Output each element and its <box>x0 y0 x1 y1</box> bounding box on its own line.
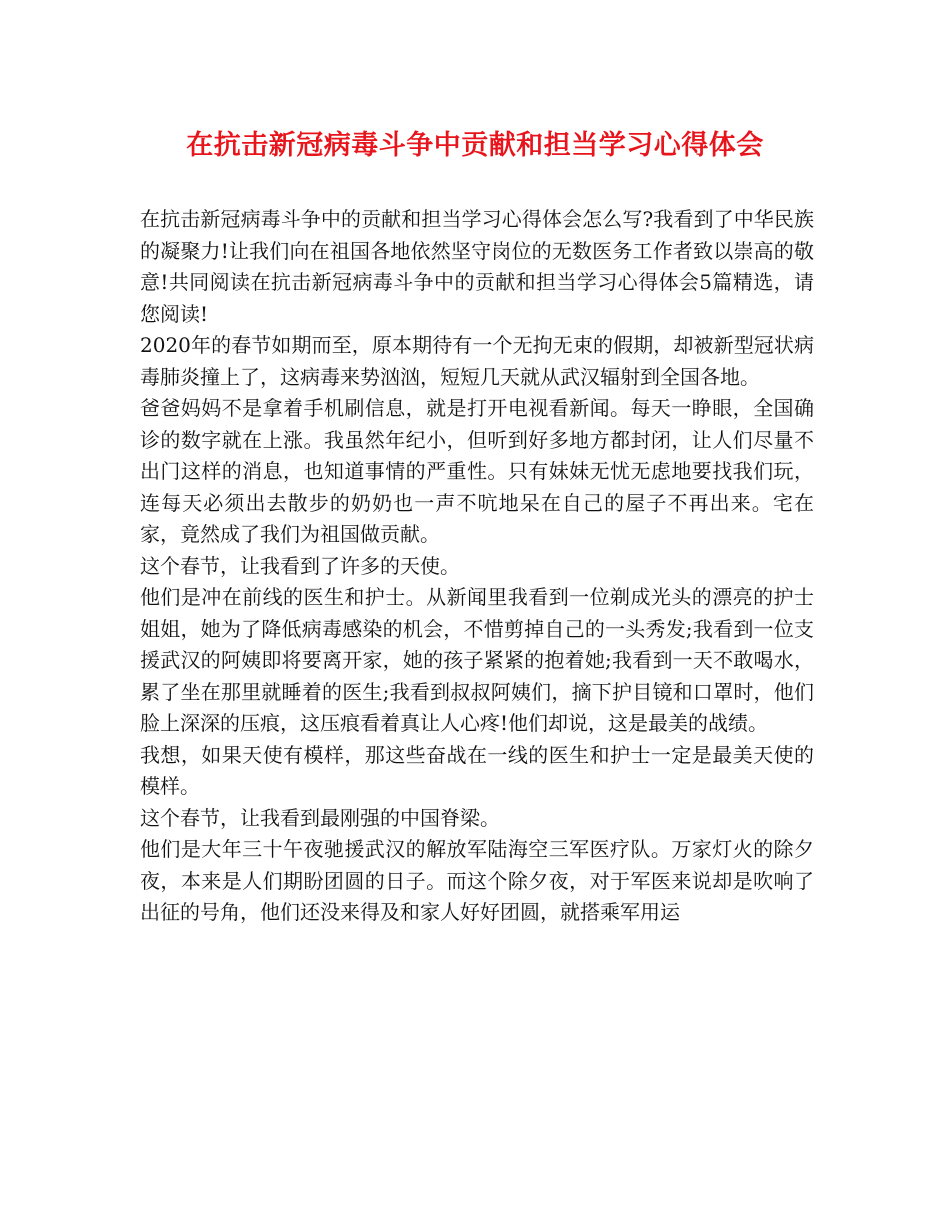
paragraph-spring-festival: 2020年的春节如期而至，原本期待有一个无拘无束的假期，却被新型冠状病毒肺炎撞上了，这病毒来势汹汹，短短几天就从武汉辐射到全国各地。 <box>140 333 814 389</box>
paragraph-intro: 在抗击新冠病毒斗争中的贡献和担当学习心得体会怎么写?我看到了中华民族的凝聚力!让我们向在祖国各地依然坚守岗位的无数医务工作者致以崇高的敬意!共同阅读在抗击新冠病毒斗争中的贡献和担当学习心得体会5篇精选，请您阅读! <box>140 207 814 326</box>
paragraph-military-medics: 他们是大年三十午夜驰援武汉的解放军陆海空三军医疗队。万家灯火的除夕夜，本来是人们期盼团圆的日子。而这个除夕夜，对于军医来说却是吹响了出征的号角，他们还没来得及和家人好好团圆，就搭乘军用运 <box>140 837 814 924</box>
paragraph-doctors-nurses: 他们是冲在前线的医生和护士。从新闻里我看到一位剃成光头的漂亮的护士姐姐，她为了降低病毒感染的机会，不惜剪掉自己的一头秀发;我看到一位支援武汉的阿姨即将要离开家，她的孩子紧紧的抱着她;我看到一天不敢喝水，累了坐在那里就睡着的医生;我看到叔叔阿姨们，摘下护目镜和口罩时，他们脸上深深的压痕，这压痕看着真让人心疼!他们却说，这是最美的战绩。 <box>140 585 814 735</box>
document-title: 在抗击新冠病毒斗争中贡献和担当学习心得体会 <box>186 130 764 161</box>
document-body <box>140 204 814 929</box>
paragraph-angels-heading: 这个春节，让我看到了许多的天使。 <box>140 553 460 578</box>
paragraph-backbone-heading: 这个春节，让我看到最刚强的中国脊梁。 <box>140 805 500 830</box>
paragraph-parents-news: 爸爸妈妈不是拿着手机刷信息，就是打开电视看新闻。每天一睁眼，全国确诊的数字就在上涨。我虽然年纪小，但听到好多地方都封闭，让人们尽量不出门这样的消息，也知道事情的严重性。只有妹妹无忧无虑地要找我们玩，连每天必须出去散步的奶奶也一声不吭地呆在自己的屋子不再出来。宅在家，竟然成了我们为祖国做贡献。 <box>140 396 814 546</box>
paragraph-angel-likeness: 我想，如果天使有模样，那这些奋战在一线的医生和护士一定是最美天使的模样。 <box>140 742 814 798</box>
